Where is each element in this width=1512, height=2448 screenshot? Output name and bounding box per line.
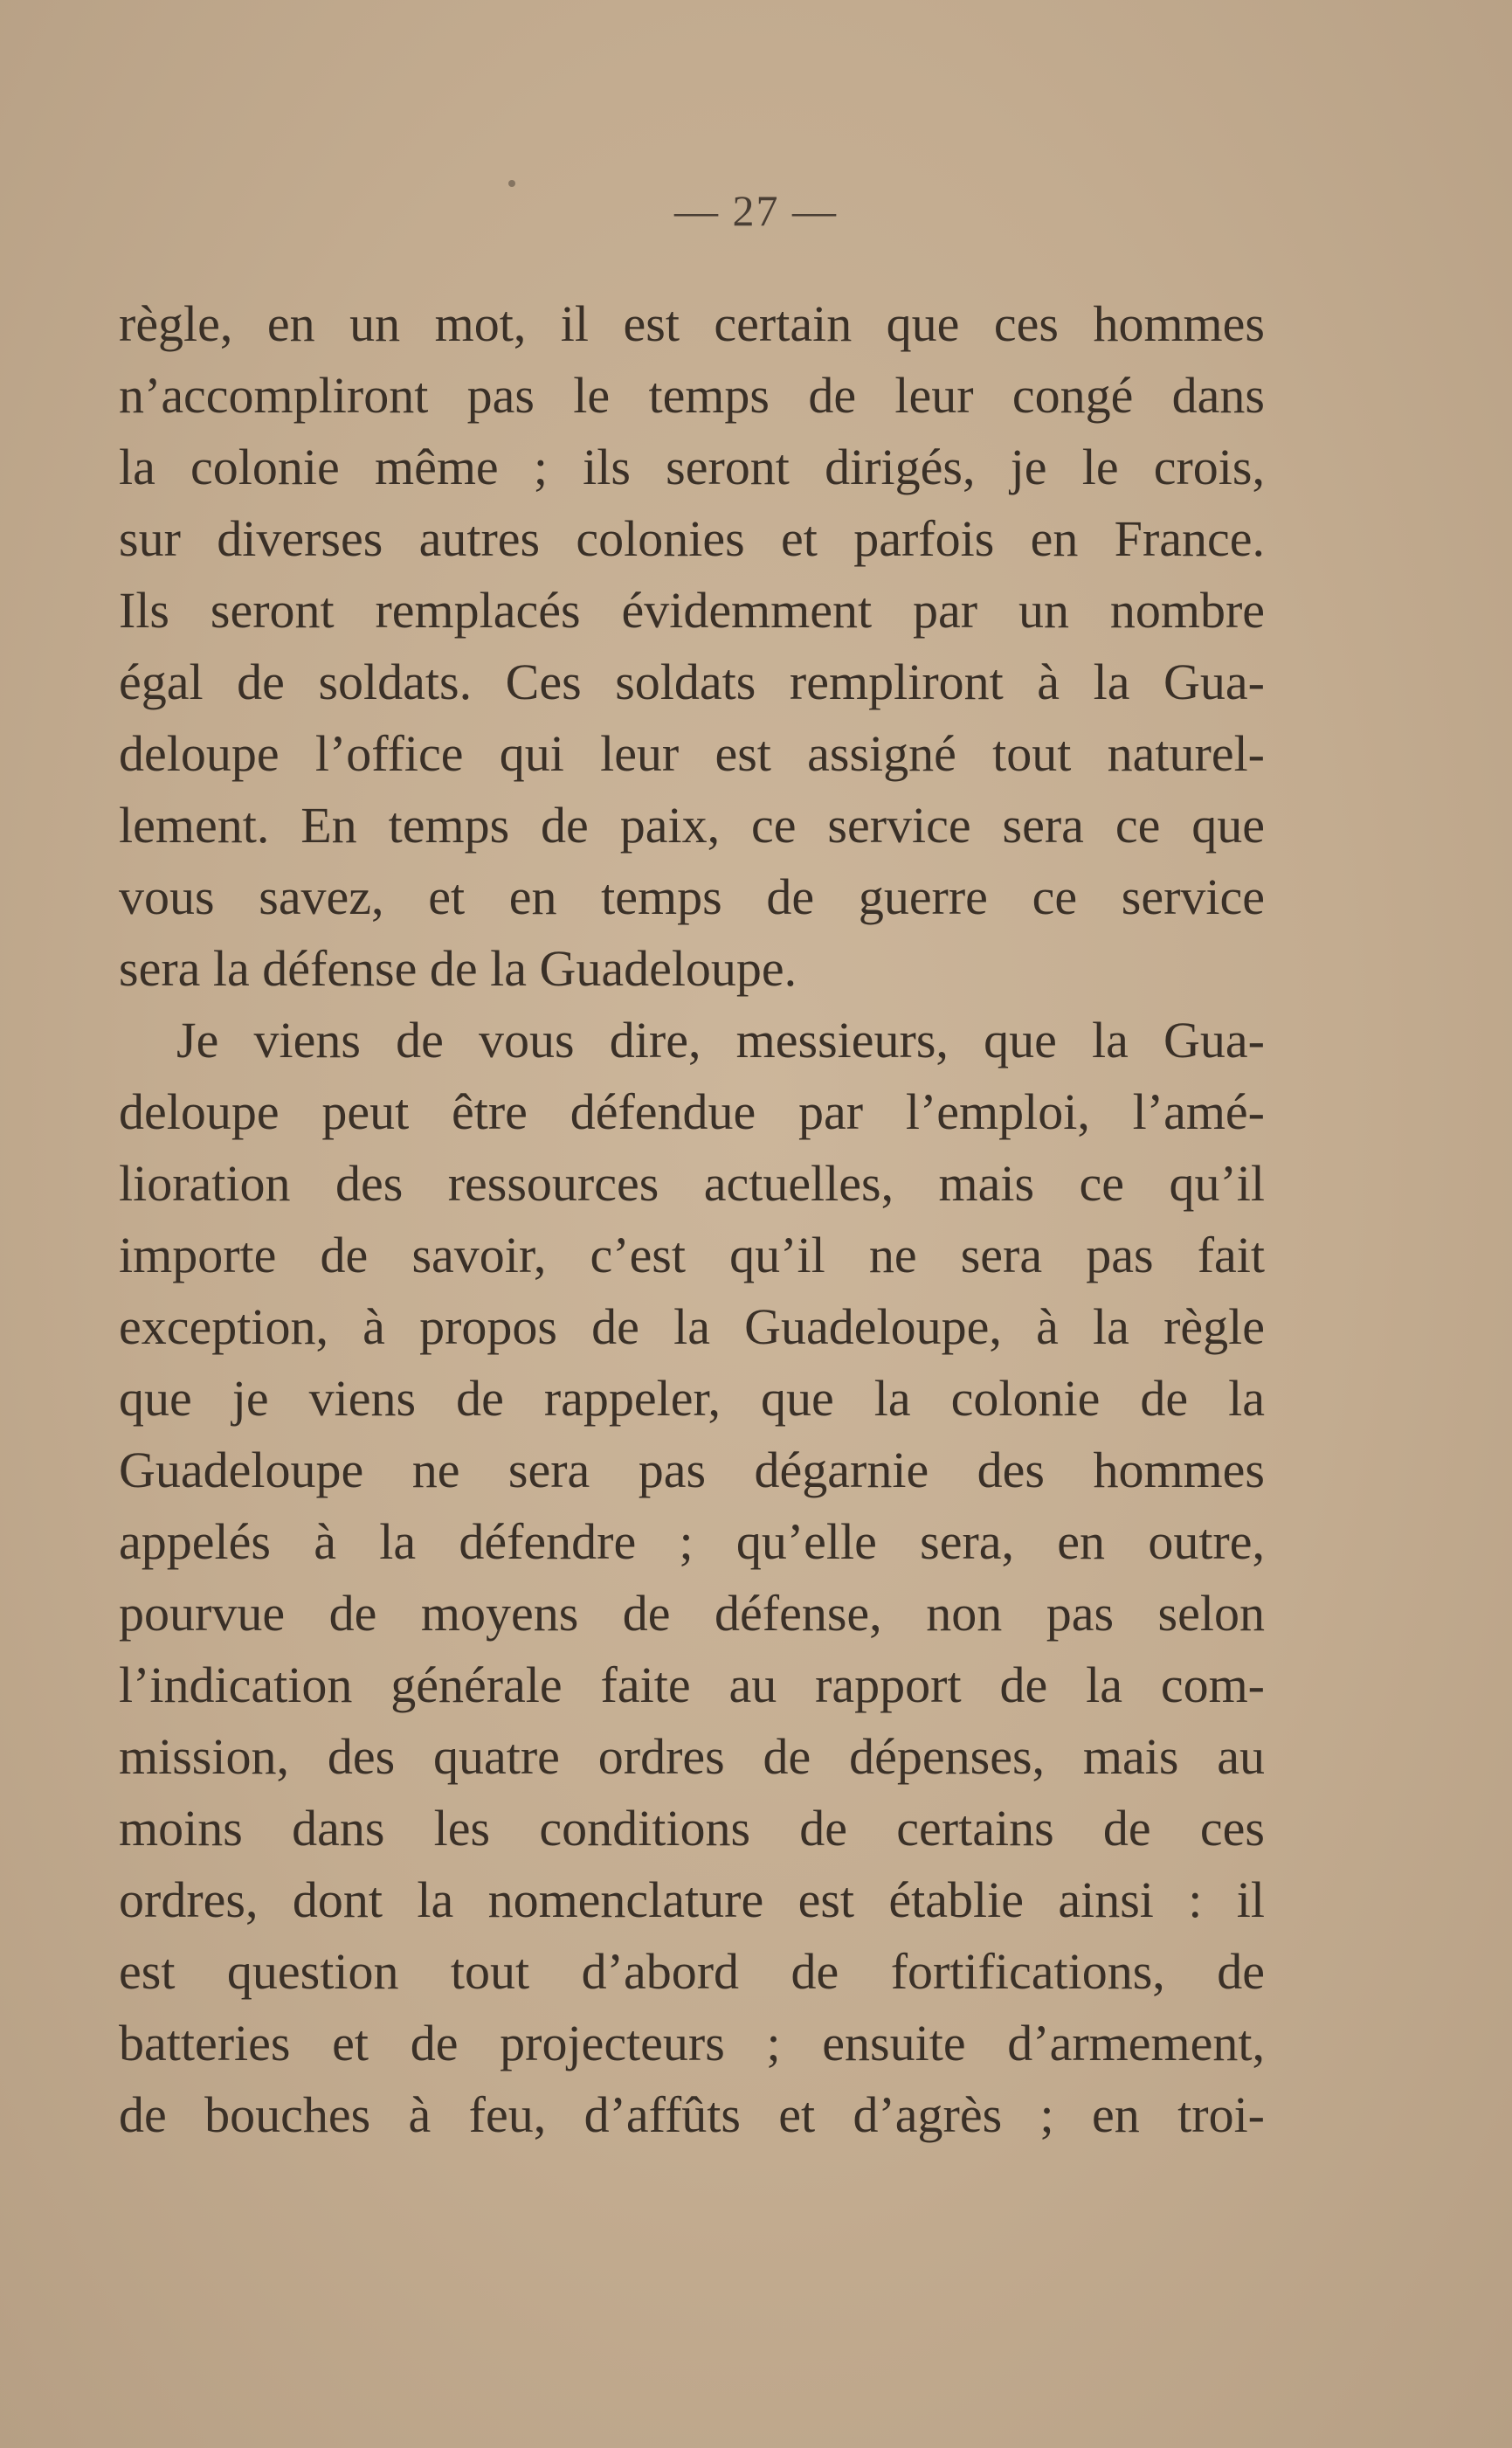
- text-line: batteries et de projecteurs ; ensuite d’armement,: [119, 2015, 1265, 2071]
- text-line: l’indication générale faite au rapport de la com-: [119, 1656, 1265, 1713]
- text-line: sur diverses autres colonies et parfois en France.: [119, 510, 1265, 567]
- text-line: Ils seront remplacés évidemment par un nombre: [119, 582, 1265, 639]
- text-line: lioration des ressources actuelles, mais ce qu’il: [119, 1155, 1265, 1212]
- text-line: règle, en un mot, il est certain que ces hommes: [119, 295, 1265, 352]
- text-line: Guadeloupe ne sera pas dégarnie des hommes: [119, 1442, 1265, 1498]
- text-line: est question tout d’abord de fortifications, de: [119, 1943, 1265, 2000]
- text-line: n’accompliront pas le temps de leur congé dans: [119, 367, 1265, 424]
- paragraph-start-line: Je viens de vous dire, messieurs, que la Gua-: [176, 1012, 1265, 1068]
- text-line: vous savez, et en temps de guerre ce service: [119, 868, 1265, 925]
- text-line: moins dans les conditions de certains de ces: [119, 1800, 1265, 1857]
- text-line: exception, à propos de la Guadeloupe, à la règle: [119, 1298, 1265, 1355]
- text-line: de bouches à feu, d’affûts et d’agrès ; en troi-: [119, 2086, 1265, 2143]
- body-text: [119, 288, 1265, 2151]
- text-line: ordres, dont la nomenclature est établie ainsi : il: [119, 1871, 1265, 1928]
- text-line: importe de savoir, c’est qu’il ne sera pas fait: [119, 1227, 1265, 1283]
- text-line: sera la défense de la Guadeloupe.: [119, 940, 797, 997]
- text-line: deloupe l’office qui leur est assigné tout naturel-: [119, 725, 1265, 782]
- text-line: la colonie même ; ils seront dirigés, je le crois,: [119, 439, 1265, 495]
- text-line: lement. En temps de paix, ce service sera ce que: [119, 797, 1265, 854]
- page-number: — 27 —: [674, 186, 838, 235]
- text-line: pourvue de moyens de défense, non pas selon: [119, 1585, 1265, 1642]
- text-line: mission, des quatre ordres de dépenses, mais au: [119, 1728, 1265, 1785]
- text-line: que je viens de rappeler, que la colonie de la: [119, 1370, 1265, 1427]
- text-line: deloupe peut être défendue par l’emploi, l’amé-: [119, 1083, 1265, 1140]
- text-line: égal de soldats. Ces soldats rempliront à la Gua-: [119, 653, 1265, 710]
- text-line: appelés à la défendre ; qu’elle sera, en outre,: [119, 1513, 1265, 1570]
